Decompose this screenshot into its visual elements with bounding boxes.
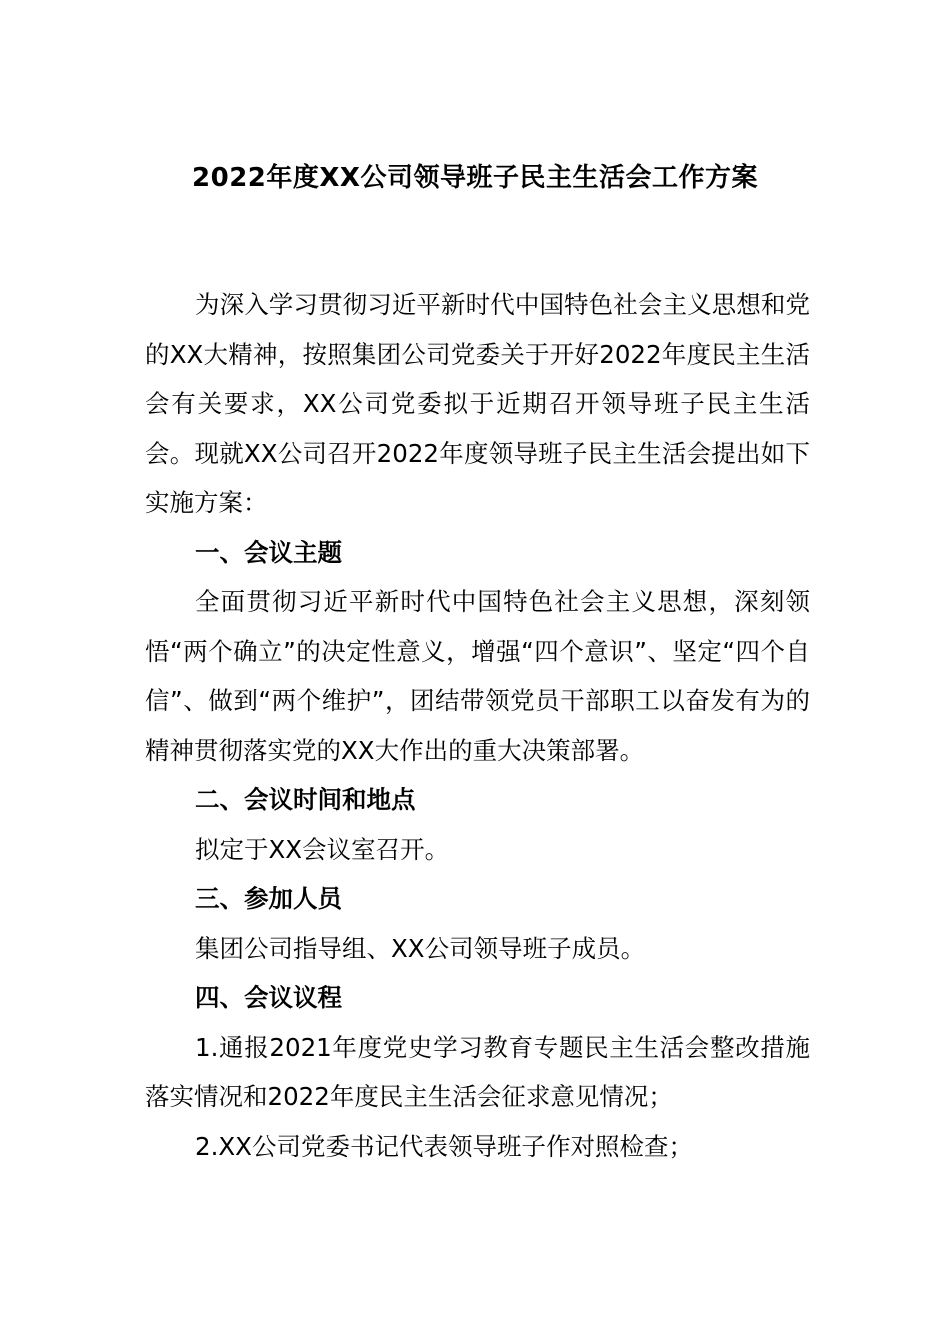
section-heading-agenda: 四、会议议程	[195, 983, 342, 1012]
document-title: 2022年度XX公司领导班子民主生活会工作方案	[192, 163, 758, 193]
section-text-time-place: 拟定于XX会议室召开。	[195, 834, 450, 864]
document-body	[145, 280, 810, 1171]
section-heading-time-place: 二、会议时间和地点	[195, 785, 416, 814]
section-heading-theme: 一、会议主题	[195, 537, 342, 567]
section-text-attendees: 集团公司指导组、XX公司领导班子成员。	[195, 933, 646, 963]
section-text-theme: 全面贯彻习近平新时代中国特色社会主义思想，深刻领悟“两个确立”的决定性意义，增强“四个意识”、坚定“四个自信”、做到“两个维护”，团结带领党员干部职工以奋发有为的精神贯彻落实党的XX大作出的重大决策部署。	[145, 587, 810, 765]
agenda-item: 2.XX公司党委书记代表领导班子作对照检查；	[195, 1131, 693, 1161]
section-heading-attendees: 三、参加人员	[195, 884, 342, 913]
agenda-item: 1.通报2021年度党史学习教育专题民主生活会整改措施落实情况和2022年度民主生活会征求意见情况；	[145, 1032, 810, 1111]
intro-paragraph: 为深入学习贯彻习近平新时代中国特色社会主义思想和党的XX大精神，按照集团公司党委关于开好2022年度民主生活会有关要求，XX公司党委拟于近期召开领导班子民主生活会。现就XX公司召开2022年度领导班子民主生活会提出如下实施方案：	[145, 290, 810, 517]
